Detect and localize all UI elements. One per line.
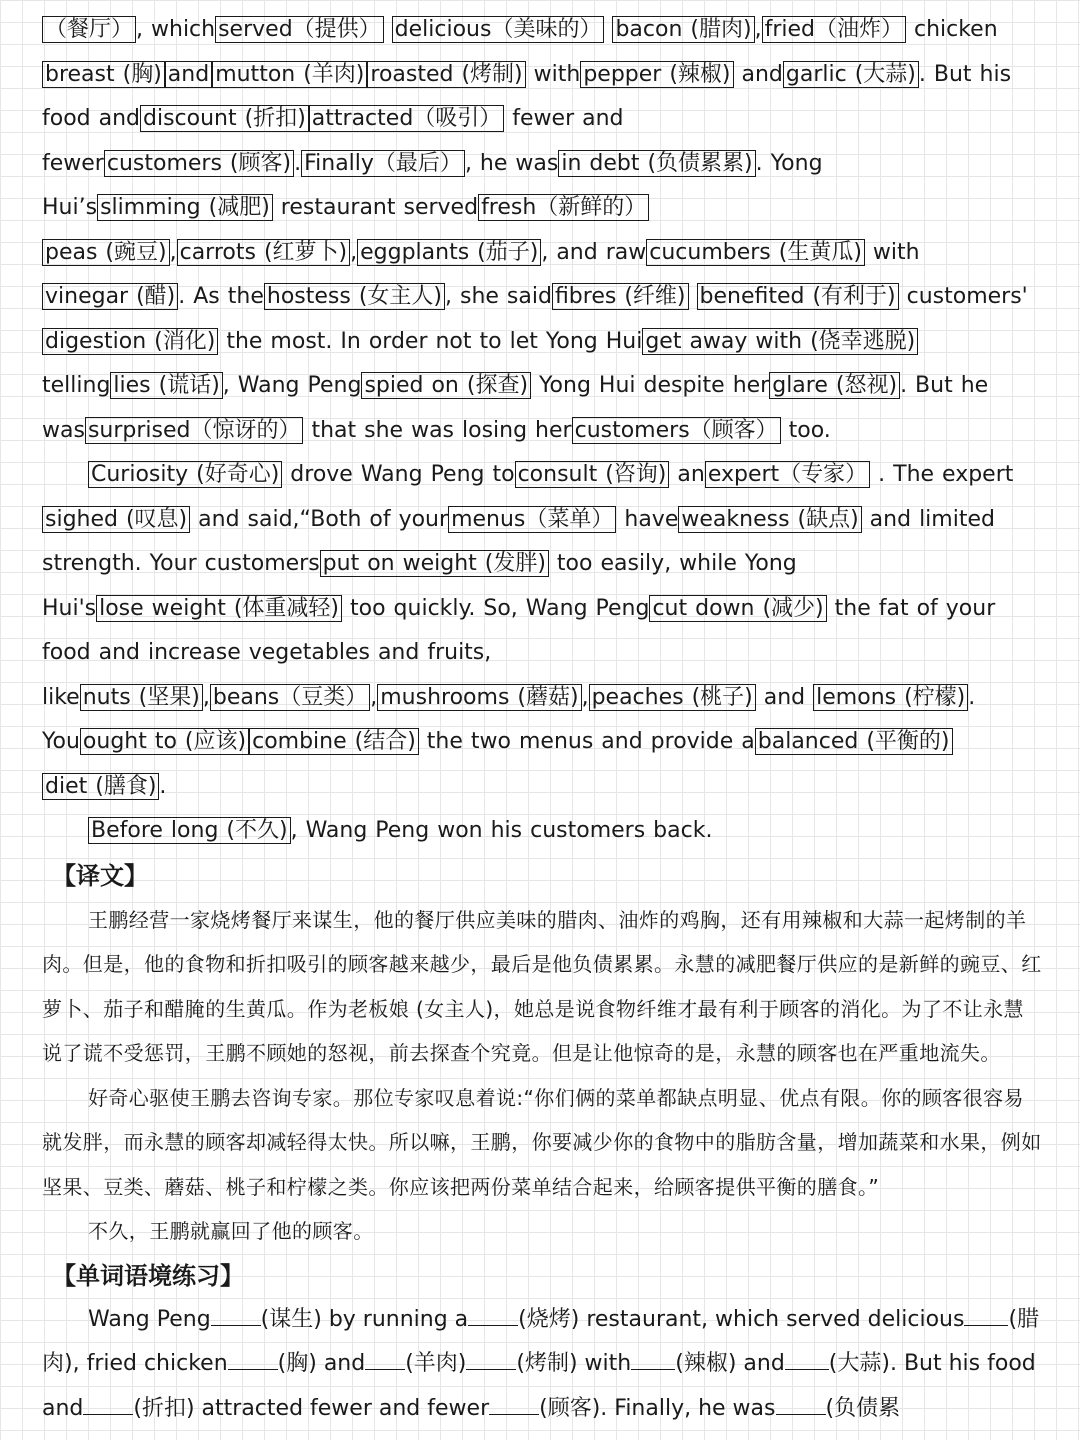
boxed-vocab-word: customers（顾客） <box>572 417 781 444</box>
passage-text <box>689 284 697 309</box>
exercise-text: (顾客). Finally, he was <box>539 1395 776 1421</box>
passage-text: customers' <box>898 284 1028 309</box>
boxed-vocab-word: peas (豌豆) <box>42 239 170 266</box>
boxed-vocab-word: put on weight (发胖) <box>320 550 549 577</box>
boxed-vocab-word: garlic (大蒜) <box>783 61 919 88</box>
passage-text: that she was losing her <box>303 417 572 443</box>
passage-text: an <box>669 462 705 487</box>
fill-in-blank[interactable] <box>489 1394 539 1415</box>
passage-paragraph-2 <box>42 453 1042 809</box>
boxed-vocab-word: ought to (应该) <box>80 728 249 755</box>
boxed-vocab-word: cut down (减少) <box>649 595 826 622</box>
passage-text: , which <box>136 17 216 42</box>
exercise-text: (腊肉), fried chicken <box>42 1306 1040 1376</box>
document-page <box>42 8 1042 1431</box>
exercise-text: (烤制) with <box>516 1351 632 1376</box>
boxed-vocab-word: peaches (桃子) <box>589 684 756 711</box>
boxed-vocab-word: discount (折扣) <box>140 105 309 132</box>
passage-text: , she said <box>445 284 552 309</box>
boxed-vocab-word: and <box>165 61 212 88</box>
fill-in-blank[interactable] <box>468 1305 518 1326</box>
passage-text: . You <box>42 684 976 754</box>
boxed-vocab-word: nuts (坚果) <box>80 684 203 711</box>
boxed-vocab-word: in debt (负债累累) <box>558 150 755 177</box>
passage-text: and <box>755 684 814 710</box>
exercise-paragraph <box>42 1298 1042 1432</box>
passage-text: and <box>733 61 783 87</box>
exercise-text: (折扣) attracted fewer and fewer <box>133 1395 490 1421</box>
boxed-vocab-word: lies (谎话) <box>110 372 222 399</box>
exercise-text: (烧烤) restaurant, which served delicious <box>518 1306 965 1332</box>
boxed-vocab-word: combine (结合) <box>249 728 419 755</box>
exercise-text: (负债累 <box>825 1395 901 1421</box>
boxed-vocab-word: surprised（惊讶的） <box>85 417 304 444</box>
fill-in-blank[interactable] <box>83 1394 133 1415</box>
boxed-vocab-word: slimming (减肥) <box>97 194 273 221</box>
boxed-vocab-word: Before long (不久) <box>88 817 291 844</box>
passage-text: . The expert <box>870 462 1014 487</box>
passage-text: with <box>525 61 581 87</box>
boxed-vocab-word: （餐厅） <box>42 16 136 43</box>
passage-text: with <box>864 239 920 265</box>
boxed-vocab-word: balanced (平衡的) <box>755 728 953 755</box>
boxed-vocab-word: Finally（最后） <box>301 150 465 177</box>
passage-text: , <box>581 684 589 710</box>
boxed-vocab-word: fried（油炸） <box>762 16 906 43</box>
boxed-vocab-word: sighed (叹息) <box>42 506 190 533</box>
passage-text: , and raw <box>541 239 647 265</box>
fill-in-blank[interactable] <box>228 1349 278 1370</box>
passage-text: , <box>350 239 358 265</box>
passage-text: , <box>370 684 378 710</box>
boxed-vocab-word: weakness (缺点) <box>678 506 861 533</box>
passage-text: and said,“Both of your <box>190 506 449 532</box>
passage-text: the fat of your food and increase vegetables and fruits, like <box>42 595 996 710</box>
boxed-vocab-word: mushrooms (蘑菇) <box>377 684 581 711</box>
fill-in-blank[interactable] <box>776 1394 826 1415</box>
passage-text: telling <box>42 373 111 398</box>
boxed-vocab-word: breast (胸) <box>42 61 165 88</box>
fill-in-blank[interactable] <box>964 1305 1008 1326</box>
boxed-vocab-word: cucumbers (生黄瓜) <box>646 239 865 266</box>
passage-text: restaurant served <box>272 195 479 220</box>
boxed-vocab-word: vinegar (醋) <box>42 283 178 310</box>
passage-text: the two menus and provide a <box>418 729 755 754</box>
translation-paragraph-1: 王鹏经营一家烧烤餐厅来谋生，他的餐厅供应美味的腊肉、油炸的鸡胸，还有用辣椒和大蒜一起烤制的羊肉。但是，他的食物和折扣吸引的顾客越来越少，最后是他负债累累。永慧的减肥餐厅供应的是新鲜的豌豆、红萝卜、茄子和醋腌的生黄瓜。作为老板娘 (女主人)，她总是说食物纤维才最有利于顾客的消化。为了不让永慧说了谎不受惩罚，王鹏不顾她的怒视，前去探查个究竟。但是让他惊奇的是，永慧的顾客也在严重地流失。 <box>42 907 1042 1065</box>
passage-text: . But his food and <box>42 61 1012 131</box>
exercise-text: his food and <box>42 1351 1036 1421</box>
passage-text: . <box>294 150 302 176</box>
passage-text: . As the <box>178 284 264 309</box>
boxed-vocab-word: hostess (女主人) <box>264 283 445 310</box>
passage-text: have <box>616 506 679 532</box>
passage-paragraph-1 <box>42 8 1042 453</box>
passage-text: . But he was <box>42 373 989 443</box>
passage-text: too quickly. So, Wang Peng <box>342 595 650 621</box>
passage-text: the most. In order not to let Yong Hui <box>218 328 643 354</box>
boxed-vocab-word: expert（专家） <box>705 461 870 488</box>
boxed-vocab-word: Curiosity (好奇心) <box>88 461 282 488</box>
fill-in-blank[interactable] <box>785 1349 829 1370</box>
fill-in-blank[interactable] <box>466 1349 516 1370</box>
passage-text <box>384 17 392 42</box>
exercise-text: (羊肉) <box>405 1351 467 1376</box>
passage-text: and limited strength. Your customers <box>42 506 995 576</box>
fill-in-blank[interactable] <box>365 1349 405 1370</box>
boxed-vocab-word: attracted（吸引） <box>309 105 504 132</box>
passage-text: , Wang Peng won his customers back. <box>290 818 713 843</box>
boxed-vocab-word: delicious（美味的） <box>392 16 605 43</box>
boxed-vocab-word: roasted (烤制) <box>367 61 525 88</box>
exercise-text: (谋生) by running a <box>260 1306 469 1332</box>
passage-text: too easily, while Yong Hui's <box>42 551 797 621</box>
exercise-heading: 【单词语境练习】 <box>52 1261 244 1290</box>
boxed-vocab-word: lemons (柠檬) <box>813 684 968 711</box>
boxed-vocab-word: pepper (辣椒) <box>580 61 733 88</box>
boxed-vocab-word: glare (怒视) <box>769 372 900 399</box>
boxed-vocab-word: fibres (纤维) <box>552 283 689 310</box>
fill-in-blank[interactable] <box>631 1349 675 1370</box>
boxed-vocab-word: lose weight (体重减轻) <box>96 595 342 622</box>
translation-paragraph-2: 好奇心驱使王鹏去咨询专家。那位专家叹息着说:“你们俩的菜单都缺点明显、优点有限。你的顾客很容易就发胖，而永慧的顾客却减轻得太快。所以嘛，王鹏，你要减少你的食物中的脂肪含量，增加蔬菜和水果，例如坚果、豆类、蘑菇、桃子和柠檬之类。你应该把两份菜单结合起来，给顾客提供平衡的膳食。” <box>42 1085 1042 1199</box>
passage-text: drove Wang Peng to <box>282 462 515 487</box>
translation-heading: 【译文】 <box>52 861 148 890</box>
boxed-vocab-word: customers (顾客) <box>104 150 294 177</box>
boxed-vocab-word: get away with (侥幸逃脱) <box>642 328 918 355</box>
boxed-vocab-word: diet (膳食) <box>42 773 159 800</box>
exercise-text: (胸) and <box>277 1351 366 1376</box>
translation-paragraph-3: 不久，王鹏就赢回了他的顾客。 <box>88 1219 374 1243</box>
passage-paragraph-3 <box>42 809 1042 854</box>
passage-text: , <box>202 684 210 710</box>
passage-text: . Yong Hui’s <box>42 150 823 220</box>
passage-text: . <box>159 773 167 799</box>
passage-text: Yong Hui despite her <box>531 373 770 398</box>
exercise-text: (辣椒) and <box>675 1351 785 1376</box>
passage-text: , he was <box>464 150 559 176</box>
fill-in-blank[interactable] <box>211 1305 261 1326</box>
boxed-vocab-word: benefited (有利于) <box>697 283 899 310</box>
boxed-vocab-word: bacon (腊肉) <box>612 16 754 43</box>
passage-text: , Wang Peng <box>222 373 362 398</box>
boxed-vocab-word: menus（菜单） <box>448 506 616 533</box>
boxed-vocab-word: mutton (羊肉) <box>212 61 367 88</box>
boxed-vocab-word: spied on (探查) <box>361 372 531 399</box>
boxed-vocab-word: consult (咨询) <box>515 461 670 488</box>
boxed-vocab-word: digestion (消化) <box>42 328 218 355</box>
passage-text: , <box>754 17 762 42</box>
boxed-vocab-word: served（提供） <box>215 16 384 43</box>
boxed-vocab-word: fresh（新鲜的） <box>478 194 649 221</box>
exercise-text: (大蒜). But <box>828 1351 949 1376</box>
passage-text: fewer and fewer <box>42 106 624 176</box>
boxed-vocab-word: carrots (红萝卜) <box>177 239 351 266</box>
passage-text: too. <box>780 417 831 443</box>
passage-text: chicken <box>905 17 998 42</box>
boxed-vocab-word: eggplants (茄子) <box>357 239 541 266</box>
exercise-text: Wang Peng <box>88 1306 211 1332</box>
boxed-vocab-word: beans（豆类） <box>210 684 370 711</box>
passage-text: , <box>169 239 177 265</box>
